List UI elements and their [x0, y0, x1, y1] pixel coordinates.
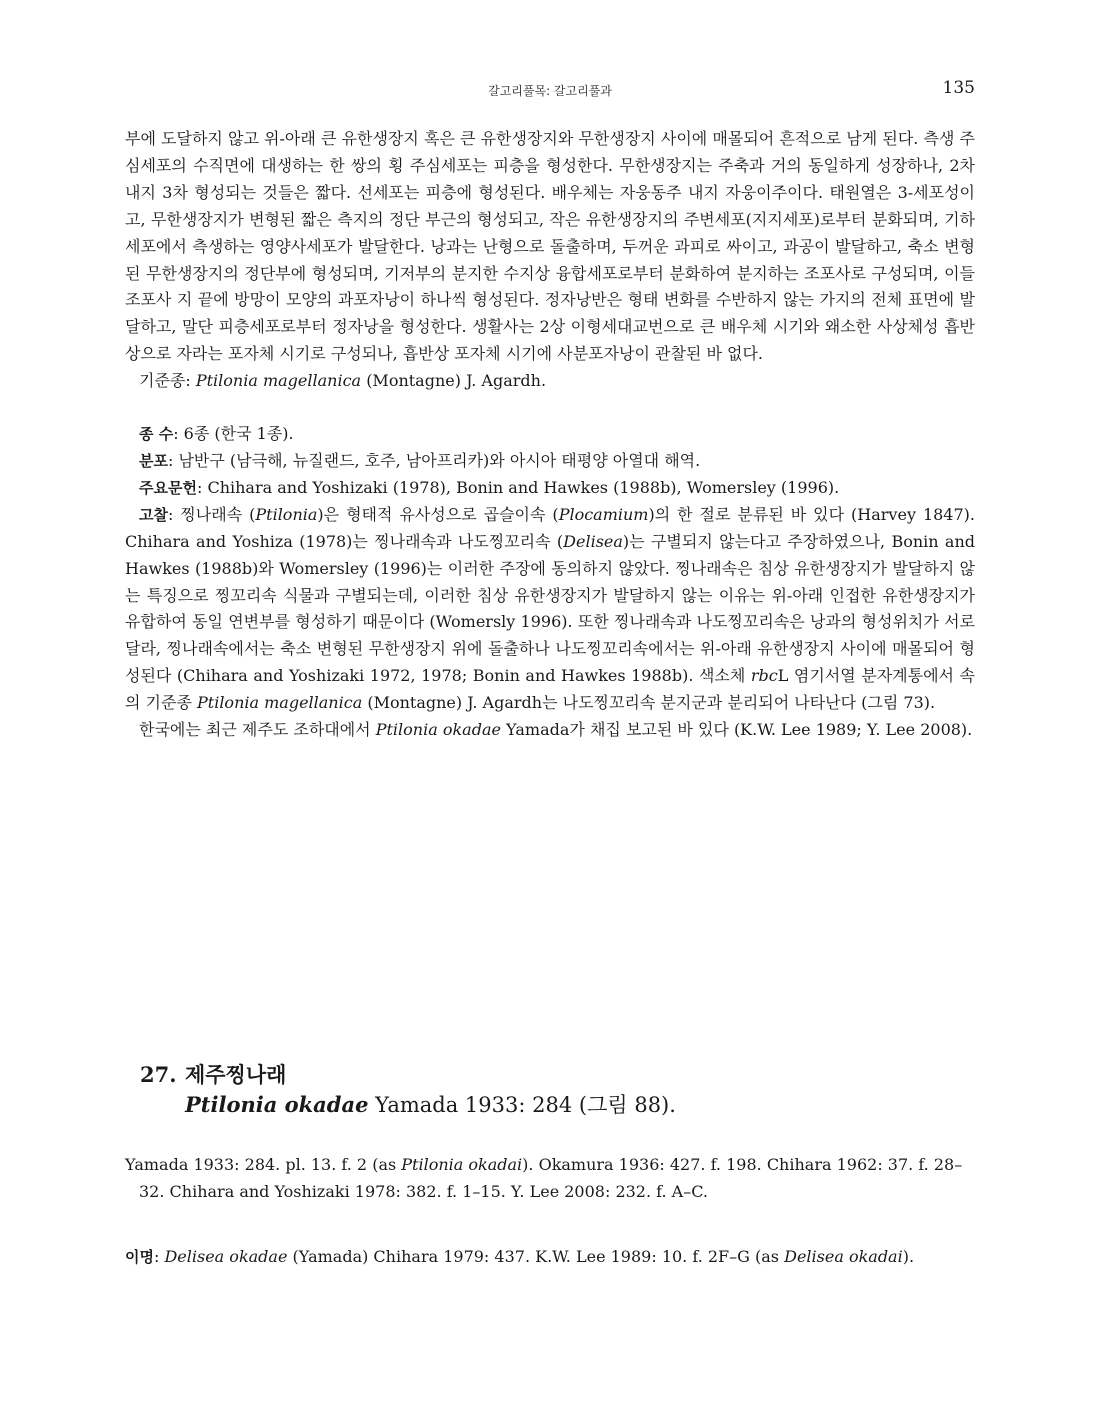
description-paragraph: 부에 도달하지 않고 위-아래 큰 유한생장지 혹은 큰 유한생장지와 무한생장지 사이에 매몰되어 흔적으로 남게 된다. 측생 주심세포의 수직면에 대생하는 한 쌍의 횡 주심세포는 피층을 형성한다. 무한생장지는 주축과 거의 동일하게 성장하나, 2차 내지 3차 형성되는 것들은 짧다. 선세포는 피층에 형성된다. 배우체는 자웅동주 내지 자웅이주이다. 태원열은 3-세포성이고, 무한생장지가 변형된 짧은 측지의 정단 부근의 형성되고, 작은 유한생장지의 주변세포(지지세포)로부터 분화되며, 기하세포에서 측생하는 영양사세포가 발달한다. 낭과는 난형으로 돌출하며, 두꺼운 과피로 싸이고, 과공이 발달하고, 축소 변형된 무한생장지의 정단부에 형성되며, 기저부의 분지한 수지상 융합세포로부터 분화하여 분지하는 조포사로 구성되며, 이들 조포사 지 끝에 방망이 모양의 과포자낭이 하나씩 형성된다. 정자낭반은 형태 변화를 수반하지 않는 가지의 전체 표면에 발달하고, 말단 피층세포로부터 정자낭을 형성한다. 생활사는 2상 이형세대교번으로 큰 배우체 시기와 왜소한 사상체성 흡반상으로 자라는 포자체 시기로 구성되나, 흡반상 포자체 시기에 사분포자낭이 관찰된 바 없다. — [125, 129, 975, 364]
running-head-title: 갈고리풀목: 갈고리풀과 — [488, 84, 612, 98]
species-name-italic: Ptilonia magellanica — [197, 693, 363, 713]
genus-name-italic: Ptilonia — [255, 504, 318, 524]
main-references-line — [125, 475, 975, 502]
korea-note-paragraph — [125, 717, 975, 744]
species-korean-name: 제주찡나래 — [185, 1062, 287, 1087]
synonym-text: ). — [902, 1247, 915, 1266]
type-species-authority: (Montagne) J. Agardh. — [366, 371, 547, 391]
synonym-text: (Yamada) Chihara 1979: 437. K.W. Lee 1989: 10. f. 2F–G (as — [287, 1247, 785, 1266]
korea-note-text: Yamada가 채집 보고된 바 있다 (K.W. Lee 1989; Y. Lee 2008). — [500, 720, 973, 740]
main-references-value: : Chihara and Yoshizaki (1978), Bonin and Hawkes (1988b), Womersley (1996). — [196, 477, 840, 497]
gene-name-italic: rbc — [750, 666, 778, 686]
discussion-paragraph — [125, 502, 975, 717]
synonym-line — [125, 1244, 975, 1271]
running-head — [125, 78, 975, 102]
distribution-value: : 남반구 (남극해, 뉴질랜드, 호주, 남아프리카)와 아시아 태평양 아열대 해역. — [167, 450, 701, 470]
discussion-text: )는 구별되지 않는다고 주장하였으나, Bonin and Hawkes (1988b)와 Womersley (1996)는 이러한 주장에 동의하지 않았다. 찡나래속은 침상 유한생장지가 발달하지 않는 특징으로 찡꼬리속 식물과 구별되는데, 이러한 침상 유한생장지가 발달하지 않는 이유는 위-아래 인접한 유한생장지가 유합하여 동일 연변부를 형성하기 때문이다 (Womersly 1996). 또한 찡나래속과 나도찡꼬리속은 낭과의 형성위치가 서로 달라, 찡나래속에서는 축소 변형된 무한생장지 위에 돌출하나 나도찡꼬리속에서는 위-아래 유한생장지 사이에 매몰되어 형성된다 (Chihara and Yoshizaki 1972, 1978; Bonin and Hawkes 1988b). 색소체 — [125, 531, 975, 686]
species-name-italic: Delisea okadai — [784, 1247, 903, 1266]
references-paragraph — [125, 1152, 975, 1206]
type-species-line — [125, 368, 975, 395]
section-gap — [125, 395, 975, 421]
species-count-line — [125, 421, 975, 448]
type-species-label: 기준종: — [139, 371, 191, 391]
synonym-label: 이명 — [125, 1248, 154, 1266]
species-references — [125, 1152, 975, 1206]
discussion-text: L 염기서열 분자계통에서 속의 기준종 — [125, 666, 975, 713]
references-text: Yamada 1933: 284. pl. 13. f. 2 (as — [125, 1155, 402, 1174]
species-name-italic: Ptilonia okadae — [375, 720, 501, 740]
page-number: 135 — [942, 78, 975, 98]
distribution-label: 분포 — [139, 451, 168, 470]
species-name-italic: Ptilonia okadai — [401, 1155, 523, 1174]
references-text: ). Okamura 1936: 427. f. 198. Chihara 1962: 37. f. 28–32. Chihara and Yoshizaki 1978: 382. f. 1–15. Y. Lee 2008: 232. f. A–C. — [139, 1155, 963, 1201]
discussion-text: : 찡나래속 ( — [167, 504, 256, 524]
korea-note-text: 한국에는 최근 제주도 조하대에서 — [139, 720, 376, 740]
distribution-line — [125, 448, 975, 475]
synonym-section — [125, 1244, 975, 1271]
species-citation: Yamada 1933: 284 (그림 88). — [368, 1093, 676, 1117]
species-number: 27. — [140, 1062, 177, 1087]
type-species-name: Ptilonia magellanica — [195, 371, 362, 391]
genus-name-italic: Delisea — [563, 531, 623, 551]
species-name-italic: Delisea okadae — [164, 1247, 288, 1266]
species-scientific-name: Ptilonia okadae — [185, 1092, 369, 1117]
discussion-text: (Montagne) J. Agardh는 나도찡꼬리속 분지군과 분리되어 나타난다 (그림 73). — [362, 693, 936, 713]
discussion-text: )은 형태적 유사성으로 곱슬이속 ( — [317, 504, 559, 524]
discussion-text: )의 한 절로 분류된 바 있다 (Harvey 1847). Chihara and Yoshiza (1978)는 찡나래속과 나도찡꼬리속 ( — [125, 504, 975, 551]
species-heading-scientific — [140, 1090, 980, 1120]
species-heading-korean — [140, 1060, 980, 1090]
main-references-label: 주요문헌 — [139, 478, 197, 497]
synonym-text: : — [153, 1247, 165, 1266]
species-count-label: 종 수 — [139, 425, 174, 444]
genus-name-italic: Plocamium — [558, 504, 649, 524]
species-count-value: : 6종 (한국 1종). — [173, 424, 294, 444]
discussion-label: 고찰 — [139, 505, 168, 524]
species-heading — [140, 1060, 980, 1120]
genus-description-body — [125, 126, 975, 744]
